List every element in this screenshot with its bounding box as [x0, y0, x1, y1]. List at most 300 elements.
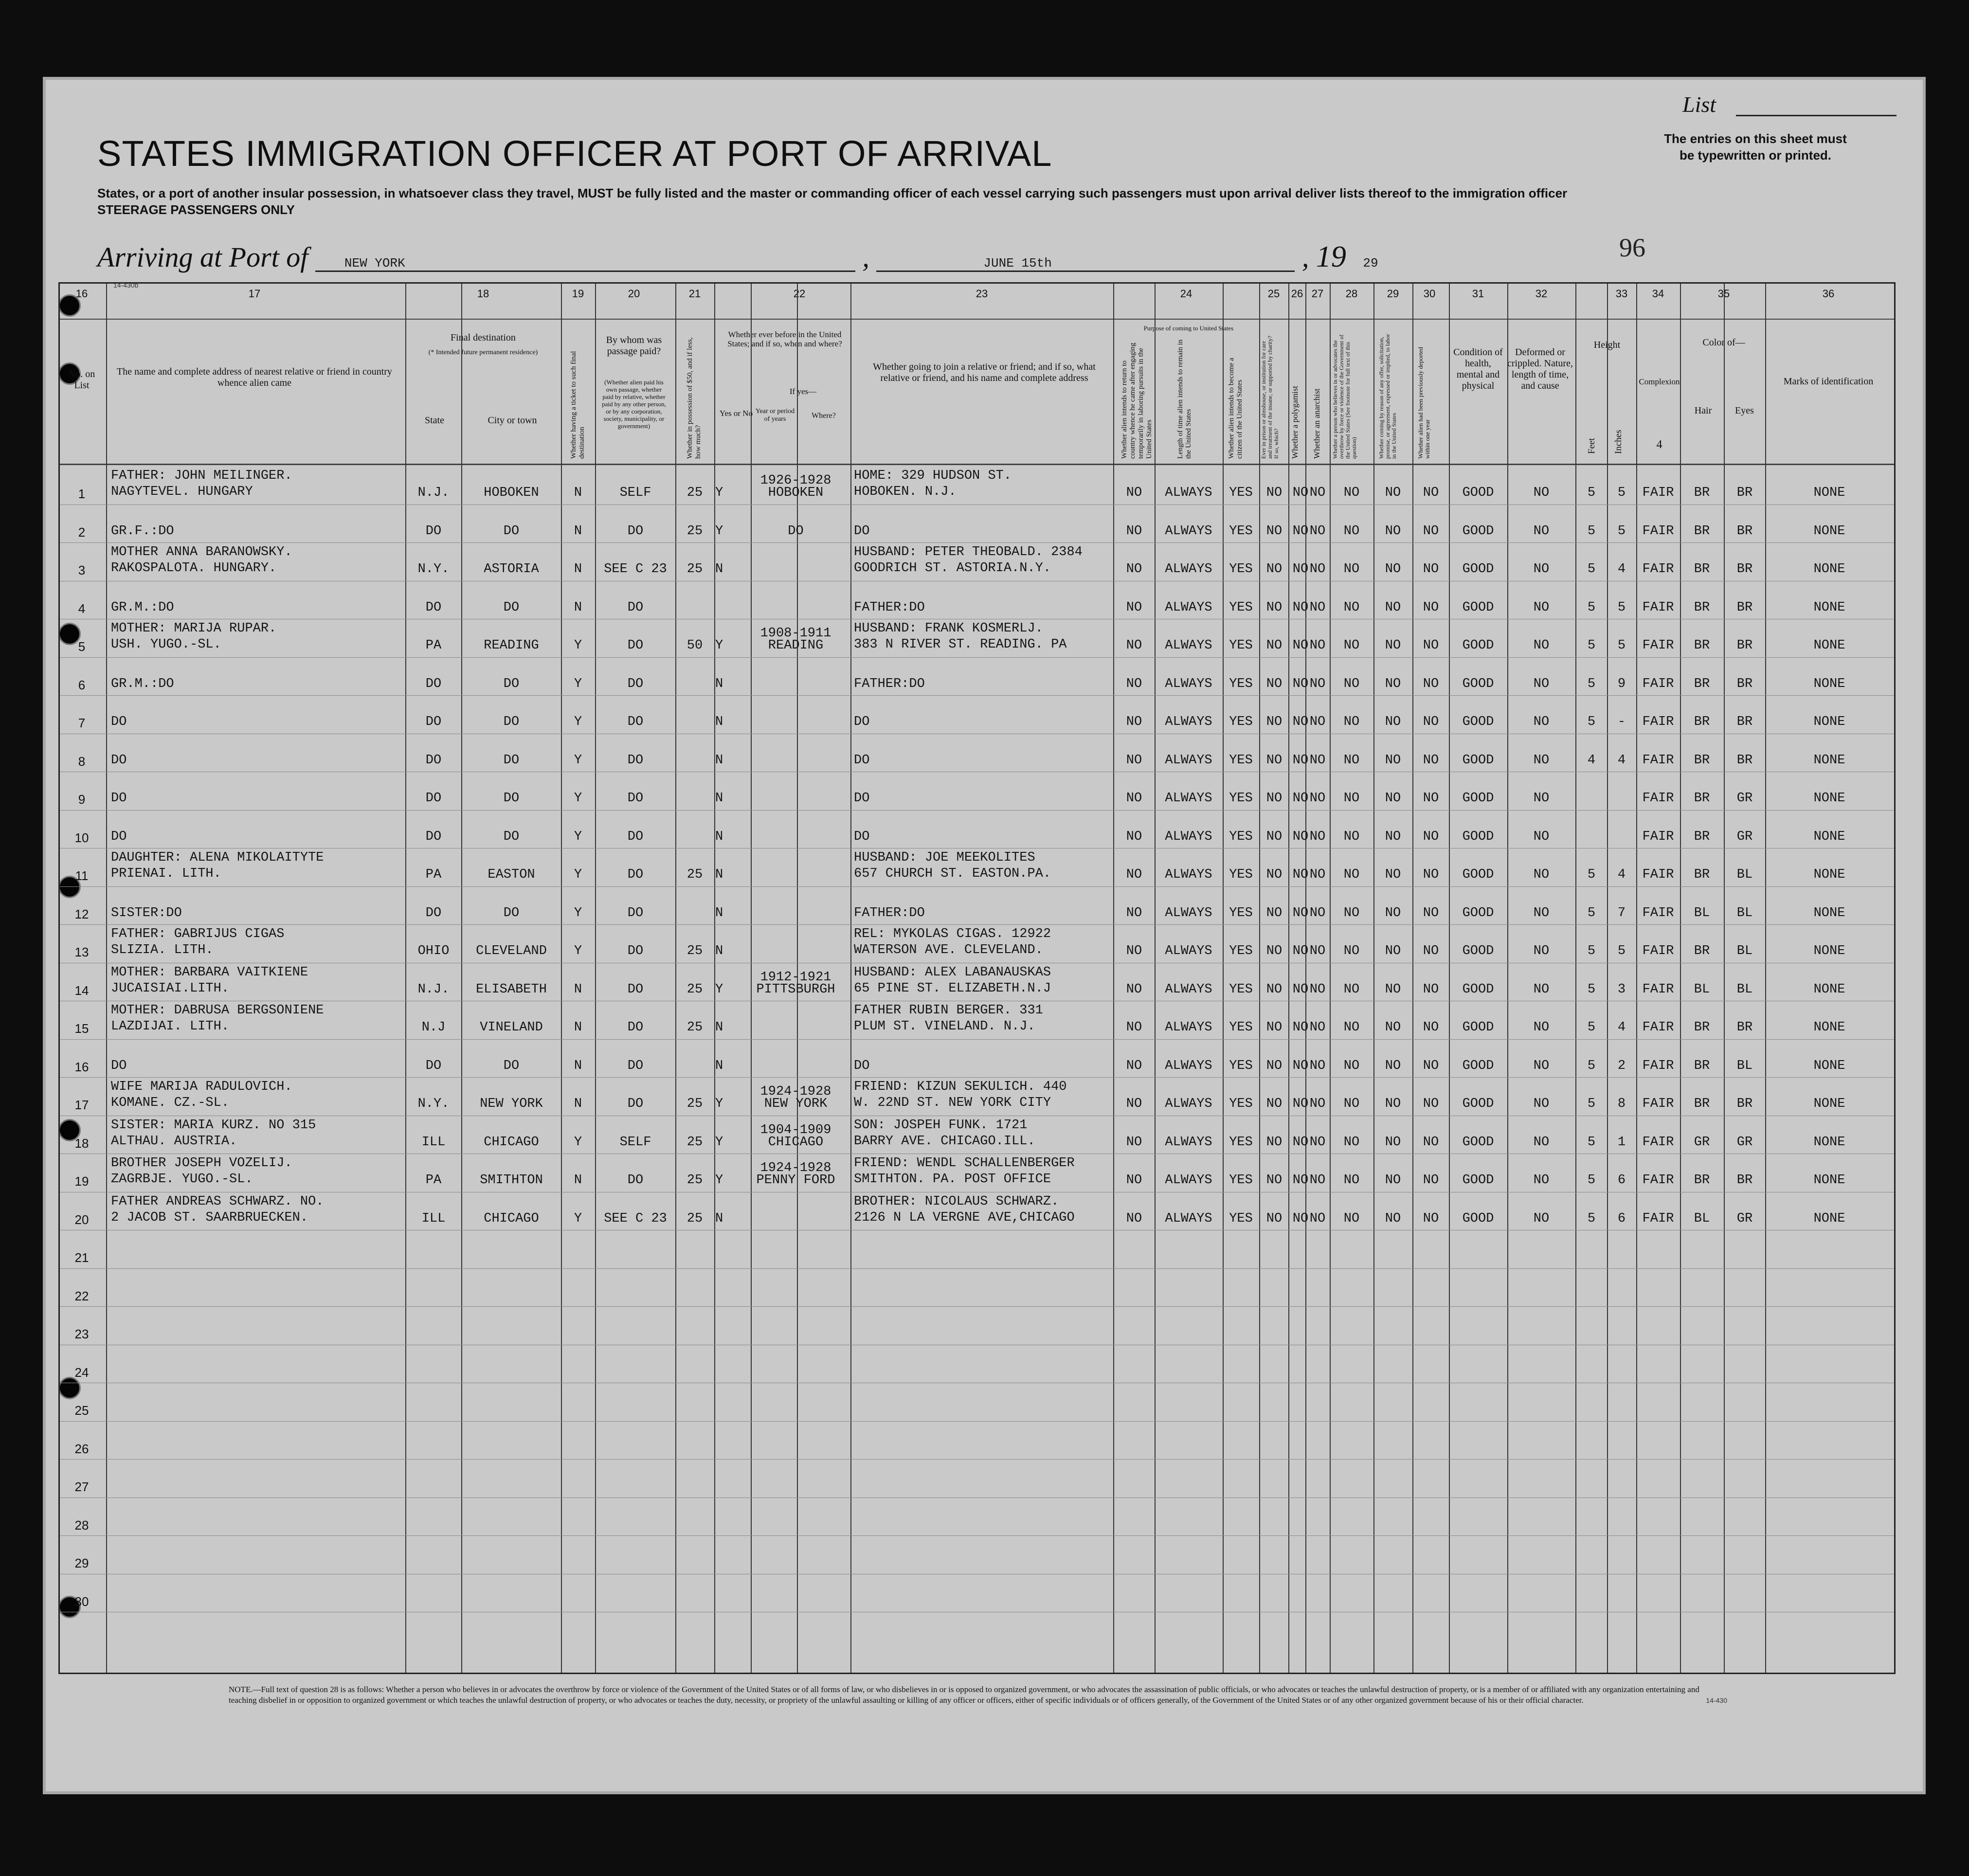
- marks-value: NONE: [1813, 523, 1845, 539]
- hair-value: BR: [1694, 791, 1710, 806]
- overthrow-value: NO: [1343, 523, 1360, 539]
- height-inches-value: 4: [1617, 1020, 1626, 1035]
- labor-offer-value: NO: [1385, 753, 1401, 768]
- prison-value: NO: [1266, 1097, 1283, 1111]
- health-value: GOOD: [1462, 1020, 1494, 1035]
- row-number: 23: [74, 1327, 89, 1341]
- deported-value: NO: [1423, 867, 1439, 882]
- ticket-value: Y: [574, 638, 582, 653]
- labor-offer-value: NO: [1385, 791, 1401, 806]
- complexion-value: FAIR: [1642, 562, 1674, 577]
- eyes-value: GR: [1736, 829, 1753, 844]
- year-suffix: 29: [1363, 256, 1378, 271]
- paid-by-value: SEE C 23: [604, 1211, 667, 1226]
- purpose-citizen-value: YES: [1229, 753, 1253, 768]
- column-number: 16: [75, 288, 88, 300]
- marks-value: NONE: [1813, 1097, 1845, 1111]
- paid-by-value: DO: [627, 829, 644, 844]
- ticket-value: N: [574, 523, 582, 539]
- health-value: GOOD: [1462, 486, 1494, 500]
- nearest-relative: GR.M.:DO: [111, 676, 174, 691]
- destination-state: ILL: [421, 1135, 446, 1150]
- labor-offer-value: NO: [1385, 867, 1401, 882]
- joining-address: GOODRICH ST. ASTORIA.N.Y.: [854, 561, 1051, 576]
- page-title: STATES IMMIGRATION OFFICER AT PORT OF ARRIVAL: [97, 133, 1052, 174]
- column-number: 26: [1291, 288, 1303, 300]
- destination-city: DO: [503, 715, 520, 729]
- row-rule: [60, 542, 1894, 543]
- before-us-value: N: [715, 867, 723, 882]
- column-number: 22: [793, 288, 806, 300]
- hair-value: BR: [1694, 1058, 1710, 1073]
- destination-city: NEW YORK: [480, 1097, 543, 1111]
- port-value: NEW YORK: [344, 256, 405, 271]
- header-period: Year or period of years: [755, 408, 795, 423]
- deported-value: NO: [1423, 600, 1439, 615]
- health-value: GOOD: [1462, 791, 1494, 806]
- deformed-value: NO: [1533, 523, 1550, 539]
- deported-value: NO: [1423, 523, 1439, 539]
- labor-offer-value: NO: [1385, 676, 1401, 691]
- destination-state: DO: [425, 905, 442, 920]
- row-number: 9: [78, 792, 86, 807]
- row-number: 22: [74, 1288, 89, 1303]
- labor-offer-value: NO: [1385, 638, 1401, 653]
- deported-value: NO: [1423, 676, 1439, 691]
- before-us-value: N: [715, 1211, 723, 1226]
- nearest-relative: WIFE MARIJA RADULOVICH.: [111, 1080, 292, 1094]
- height-inches-value: 4: [1617, 867, 1626, 882]
- paid-by-value: SELF: [619, 1135, 651, 1150]
- anarchist-value: NO: [1309, 600, 1326, 615]
- header-paid-by-note: (Whether alien paid his own passage, whether paid by relative, whether paid by any other person, or by any corporation, society, municipality, or government): [602, 379, 666, 430]
- row-rule: [60, 1268, 1894, 1269]
- purpose-citizen-value: YES: [1229, 982, 1253, 997]
- anarchist-value: NO: [1309, 676, 1326, 691]
- destination-state: DO: [425, 676, 442, 691]
- anarchist-value: NO: [1309, 982, 1326, 997]
- nearest-relative: FATHER: JOHN MEILINGER.: [111, 469, 292, 483]
- polygamist-value: NO: [1292, 982, 1309, 997]
- before-us-value: Y: [715, 1097, 723, 1111]
- column-number: 21: [688, 288, 701, 300]
- before-us-value: N: [715, 676, 723, 691]
- complexion-value: FAIR: [1642, 1097, 1674, 1111]
- marks-value: NONE: [1813, 1135, 1845, 1150]
- health-value: GOOD: [1462, 638, 1494, 653]
- nearest-relative-address: RAKOSPALOTA. HUNGARY.: [111, 561, 277, 576]
- purpose-citizen-value: YES: [1229, 944, 1253, 958]
- complexion-value: FAIR: [1642, 867, 1674, 882]
- nearest-relative-address: KOMANE. CZ.-SL.: [111, 1096, 230, 1110]
- purpose-length-value: ALWAYS: [1165, 1211, 1212, 1226]
- eyes-value: BL: [1736, 944, 1753, 958]
- purpose-return-value: NO: [1126, 867, 1142, 882]
- header-paid-by: By whom was passage paid?: [606, 335, 662, 357]
- purpose-return-value: NO: [1126, 676, 1142, 691]
- header-final-destination: Final destination: [451, 332, 516, 343]
- labor-offer-value: NO: [1385, 600, 1401, 615]
- steerage-label: STEERAGE PASSENGERS ONLY: [97, 202, 295, 217]
- hair-value: BR: [1694, 944, 1710, 958]
- destination-state: PA: [425, 638, 442, 653]
- nearest-relative: BROTHER JOSEPH VOZELIJ.: [111, 1156, 292, 1171]
- joining-relative: DO: [854, 715, 870, 729]
- purpose-length-value: ALWAYS: [1165, 753, 1212, 768]
- deformed-value: NO: [1533, 753, 1550, 768]
- paid-by-value: DO: [627, 715, 644, 729]
- header-state: State: [425, 415, 444, 426]
- ticket-value: Y: [574, 829, 582, 844]
- anarchist-value: NO: [1309, 753, 1326, 768]
- joining-relative: DO: [854, 1058, 870, 1073]
- money-value: 25: [686, 982, 703, 997]
- height-inches-value: 5: [1617, 944, 1626, 958]
- header-before-us: Whether ever before in the United States; and if so, when and where?: [727, 330, 842, 348]
- header-deported: Whether alien had been previously deported within one year: [1417, 347, 1431, 459]
- row-number: 13: [74, 945, 89, 959]
- height-feet-value: 5: [1587, 1135, 1596, 1150]
- prison-value: NO: [1266, 638, 1283, 653]
- health-value: GOOD: [1462, 1135, 1494, 1150]
- header-nearest-relative: The name and complete address of nearest relative or friend in country whence alien came: [117, 366, 392, 388]
- row-number: 6: [78, 677, 86, 692]
- purpose-length-value: ALWAYS: [1165, 486, 1212, 500]
- health-value: GOOD: [1462, 1097, 1494, 1111]
- deformed-value: NO: [1533, 982, 1550, 997]
- paid-by-value: DO: [627, 600, 644, 615]
- complexion-value: FAIR: [1642, 1173, 1674, 1188]
- height-inches-value: 5: [1617, 486, 1626, 500]
- row-rule: [60, 1459, 1894, 1460]
- money-value: 50: [686, 638, 703, 653]
- column-number: 31: [1472, 288, 1484, 300]
- complexion-value: FAIR: [1642, 715, 1674, 729]
- deported-value: NO: [1423, 638, 1439, 653]
- where-value: CHICAGO: [768, 1135, 824, 1150]
- joining-relative: FRIEND: WENDL SCHALLENBERGER: [854, 1156, 1075, 1171]
- eyes-value: BL: [1736, 1058, 1753, 1073]
- height-feet-value: 5: [1587, 715, 1596, 729]
- joining-relative: SON: JOSPEH FUNK. 1721: [854, 1118, 1028, 1133]
- page-subtitle: [97, 185, 1606, 218]
- marks-value: NONE: [1813, 600, 1845, 615]
- hair-value: BR: [1694, 486, 1710, 500]
- nearest-relative: MOTHER: BARBARA VAITKIENE: [111, 965, 308, 980]
- hair-value: BR: [1694, 715, 1710, 729]
- money-value: 25: [686, 944, 703, 958]
- year-prefix: 19: [1316, 240, 1346, 273]
- row-rule: [60, 810, 1894, 811]
- height-feet-value: 5: [1587, 486, 1596, 500]
- nearest-relative: DO: [111, 791, 127, 806]
- sheet-number: 96: [1619, 233, 1645, 262]
- row-number: 27: [74, 1479, 89, 1494]
- height-inches-value: 5: [1617, 523, 1626, 539]
- prison-value: NO: [1266, 867, 1283, 882]
- column-rule: [106, 284, 107, 1673]
- purpose-return-value: NO: [1126, 715, 1142, 729]
- row-number: 26: [74, 1441, 89, 1456]
- eyes-value: BR: [1736, 600, 1753, 615]
- purpose-citizen-value: YES: [1229, 676, 1253, 691]
- purpose-return-value: NO: [1126, 944, 1142, 958]
- height-feet-value: 5: [1587, 1097, 1596, 1111]
- row-rule: [60, 657, 1894, 658]
- manifest-table: [58, 282, 1896, 1674]
- nearest-relative-address: ALTHAU. AUSTRIA.: [111, 1134, 237, 1149]
- header-rule: [60, 464, 1894, 465]
- purpose-citizen-value: YES: [1229, 791, 1253, 806]
- polygamist-value: NO: [1292, 753, 1309, 768]
- deformed-value: NO: [1533, 1058, 1550, 1073]
- deported-value: NO: [1423, 944, 1439, 958]
- purpose-return-value: NO: [1126, 1135, 1142, 1150]
- header-joining: Whether going to join a relative or friend; and if so, what relative or friend, and his name and complete address: [873, 361, 1096, 383]
- list-number-line: [1736, 115, 1897, 116]
- deported-value: NO: [1423, 1058, 1439, 1073]
- joining-relative: FATHER:DO: [854, 600, 925, 615]
- nearest-relative: GR.M.:DO: [111, 600, 174, 615]
- column-number: 18: [477, 288, 489, 300]
- joining-address: WATERSON AVE. CLEVELAND.: [854, 943, 1043, 957]
- before-us-value: N: [715, 829, 723, 844]
- ticket-value: N: [574, 982, 582, 997]
- joining-address: W. 22ND ST. NEW YORK CITY: [854, 1096, 1051, 1110]
- polygamist-value: NO: [1292, 486, 1309, 500]
- deformed-value: NO: [1533, 905, 1550, 920]
- list-label: List: [1682, 92, 1716, 117]
- deformed-value: NO: [1533, 1020, 1550, 1035]
- paid-by-value: DO: [627, 867, 644, 882]
- money-value: 25: [686, 1173, 703, 1188]
- joining-relative: DO: [854, 523, 870, 539]
- purpose-return-value: NO: [1126, 829, 1142, 844]
- ticket-value: N: [574, 562, 582, 577]
- row-number: 10: [74, 830, 89, 845]
- row-number: 4: [78, 601, 86, 616]
- ticket-value: N: [574, 1020, 582, 1035]
- where-value: HOBOKEN: [768, 486, 824, 500]
- paid-by-value: DO: [627, 638, 644, 653]
- complexion-value: FAIR: [1642, 638, 1674, 653]
- purpose-length-value: ALWAYS: [1165, 523, 1212, 539]
- header-if-yes: If yes—: [789, 387, 817, 396]
- purpose-return-value: NO: [1126, 905, 1142, 920]
- row-number: 16: [74, 1059, 89, 1074]
- marks-value: NONE: [1813, 1173, 1845, 1188]
- nearest-relative-address: JUCAISIAI.LITH.: [111, 981, 230, 996]
- height-feet-value: 5: [1587, 676, 1596, 691]
- destination-state: DO: [425, 791, 442, 806]
- labor-offer-value: NO: [1385, 905, 1401, 920]
- nearest-relative: DO: [111, 753, 127, 768]
- hair-value: BR: [1694, 867, 1710, 882]
- column-number: 25: [1267, 288, 1280, 300]
- prison-value: NO: [1266, 1173, 1283, 1188]
- eyes-value: BL: [1736, 905, 1753, 920]
- row-number: 8: [78, 754, 86, 769]
- deformed-value: NO: [1533, 486, 1550, 500]
- complexion-value: FAIR: [1642, 1211, 1674, 1226]
- hair-value: BR: [1694, 1097, 1710, 1111]
- polygamist-value: NO: [1292, 944, 1309, 958]
- typewritten-notice: [1600, 130, 1911, 163]
- ticket-value: N: [574, 1058, 582, 1073]
- ticket-value: Y: [574, 791, 582, 806]
- eyes-value: BR: [1736, 676, 1753, 691]
- overthrow-value: NO: [1343, 1097, 1360, 1111]
- deformed-value: NO: [1533, 676, 1550, 691]
- header-polygamist: Whether a polygamist: [1290, 385, 1300, 459]
- header-eyes: Eyes: [1735, 405, 1754, 416]
- row-number: 14: [74, 983, 89, 998]
- port-field: [315, 256, 855, 272]
- joining-address: 65 PINE ST. ELIZABETH.N.J: [854, 981, 1051, 996]
- anarchist-value: NO: [1309, 523, 1326, 539]
- purpose-citizen-value: YES: [1229, 1211, 1253, 1226]
- overthrow-value: NO: [1343, 1135, 1360, 1150]
- header-purpose: Purpose of coming to United States: [1143, 325, 1234, 332]
- health-value: GOOD: [1462, 867, 1494, 882]
- complexion-value: FAIR: [1642, 523, 1674, 539]
- deformed-value: NO: [1533, 829, 1550, 844]
- deformed-value: NO: [1533, 1135, 1550, 1150]
- marks-value: NONE: [1813, 905, 1845, 920]
- paid-by-value: DO: [627, 791, 644, 806]
- purpose-citizen-value: YES: [1229, 486, 1253, 500]
- labor-offer-value: NO: [1385, 944, 1401, 958]
- destination-state: DO: [425, 715, 442, 729]
- footnote: [229, 1684, 1727, 1706]
- eyes-value: BR: [1736, 562, 1753, 577]
- subtitle-text: States, or a port of another insular possession, in whatsoever class they travel, MUST be fully listed and the master or commanding officer of each vessel carrying such passengers must upon arrival deliver lists thereof to the immigration officer: [97, 186, 1568, 200]
- joining-address: 657 CHURCH ST. EASTON.PA.: [854, 866, 1051, 881]
- destination-state: N.Y.: [417, 562, 450, 577]
- ticket-value: N: [574, 1173, 582, 1188]
- anarchist-value: NO: [1309, 486, 1326, 500]
- complexion-value: FAIR: [1642, 791, 1674, 806]
- destination-state: DO: [425, 523, 442, 539]
- purpose-citizen-value: YES: [1229, 867, 1253, 882]
- purpose-citizen-value: YES: [1229, 905, 1253, 920]
- height-inches-value: 7: [1617, 905, 1626, 920]
- prison-value: NO: [1266, 600, 1283, 615]
- prison-value: NO: [1266, 1135, 1283, 1150]
- nearest-relative: GR.F.:DO: [111, 523, 174, 539]
- row-number: 1: [78, 487, 86, 501]
- overthrow-value: NO: [1343, 1173, 1360, 1188]
- destination-city: CLEVELAND: [476, 944, 547, 958]
- nearest-relative: MOTHER: DABRUSA BERGSONIENE: [111, 1003, 324, 1018]
- joining-relative: HUSBAND: PETER THEOBALD. 2384: [854, 545, 1083, 559]
- marks-value: NONE: [1813, 982, 1845, 997]
- complexion-value: FAIR: [1642, 1058, 1674, 1073]
- destination-city: ASTORIA: [484, 562, 539, 577]
- marks-value: NONE: [1813, 1020, 1845, 1035]
- purpose-length-value: ALWAYS: [1165, 829, 1212, 844]
- prison-value: NO: [1266, 676, 1283, 691]
- date-value: JUNE 15th: [983, 256, 1052, 271]
- deported-value: NO: [1423, 562, 1439, 577]
- purpose-length-value: ALWAYS: [1165, 600, 1212, 615]
- height-feet-value: 5: [1587, 1173, 1596, 1188]
- health-value: GOOD: [1462, 715, 1494, 729]
- row-rule: [60, 886, 1894, 887]
- header-inches: Inches: [1613, 430, 1624, 454]
- money-value: 25: [686, 562, 703, 577]
- ticket-value: N: [574, 486, 582, 500]
- header-color-of: Color of—: [1702, 337, 1745, 348]
- row-number: 7: [78, 716, 86, 730]
- period-value: 1924-1928: [760, 1161, 831, 1175]
- marks-value: NONE: [1813, 944, 1845, 958]
- purpose-citizen-value: YES: [1229, 1058, 1253, 1073]
- joining-address: BARRY AVE. CHICAGO.ILL.: [854, 1134, 1035, 1149]
- column-number: 17: [248, 288, 261, 300]
- deported-value: NO: [1423, 1135, 1439, 1150]
- purpose-length-value: ALWAYS: [1165, 905, 1212, 920]
- before-us-value: Y: [715, 1135, 723, 1150]
- header-ticket: Whether having a ticket to such final destination: [570, 351, 586, 459]
- column-number: 32: [1535, 288, 1548, 300]
- before-us-value: N: [715, 715, 723, 729]
- row-rule: [60, 1077, 1894, 1078]
- labor-offer-value: NO: [1385, 1058, 1401, 1073]
- before-us-value: Y: [715, 486, 723, 500]
- overthrow-value: NO: [1343, 867, 1360, 882]
- purpose-citizen-value: YES: [1229, 1173, 1253, 1188]
- labor-offer-value: NO: [1385, 523, 1401, 539]
- joining-relative: DO: [854, 753, 870, 768]
- before-us-value: N: [715, 753, 723, 768]
- paid-by-value: SEE C 23: [604, 562, 667, 577]
- header-overthrow: Whether a person who believes in or advocates the overthrow by force or violence of the Government of the United States (See footnote for full text of this question): [1332, 334, 1357, 459]
- header-city: City or town: [488, 415, 537, 426]
- nearest-relative: FATHER: GABRIJUS CIGAS: [111, 927, 285, 941]
- height-inches-value: -: [1617, 715, 1626, 729]
- eyes-value: BL: [1736, 982, 1753, 997]
- deformed-value: NO: [1533, 944, 1550, 958]
- joining-address: 383 N RIVER ST. READING. PA: [854, 637, 1067, 652]
- marks-value: NONE: [1813, 829, 1845, 844]
- deported-value: NO: [1423, 486, 1439, 500]
- polygamist-value: NO: [1292, 791, 1309, 806]
- joining-relative: FRIEND: KIZUN SEKULICH. 440: [854, 1080, 1067, 1094]
- header-no-on-list: No. on List: [68, 369, 95, 391]
- destination-city: DO: [503, 829, 520, 844]
- period-value: 1908-1911: [760, 626, 831, 641]
- deformed-value: NO: [1533, 638, 1550, 653]
- form-id: 14-430b: [113, 281, 139, 289]
- prison-value: NO: [1266, 791, 1283, 806]
- joining-address: SMITHTON. PA. POST OFFICE: [854, 1172, 1051, 1187]
- colnum-rule: [60, 319, 1894, 320]
- where-value: READING: [768, 638, 824, 653]
- destination-state: DO: [425, 829, 442, 844]
- nearest-relative-address: NAGYTEVEL. HUNGARY: [111, 485, 253, 499]
- health-value: GOOD: [1462, 1211, 1494, 1226]
- header-deformed: Deformed or crippled. Nature, length of time, and cause: [1507, 347, 1573, 391]
- overthrow-value: NO: [1343, 829, 1360, 844]
- overthrow-value: NO: [1343, 486, 1360, 500]
- destination-state: N.J: [421, 1020, 446, 1035]
- labor-offer-value: NO: [1385, 829, 1401, 844]
- prison-value: NO: [1266, 715, 1283, 729]
- marks-value: NONE: [1813, 715, 1845, 729]
- marks-value: NONE: [1813, 486, 1845, 500]
- deported-value: NO: [1423, 753, 1439, 768]
